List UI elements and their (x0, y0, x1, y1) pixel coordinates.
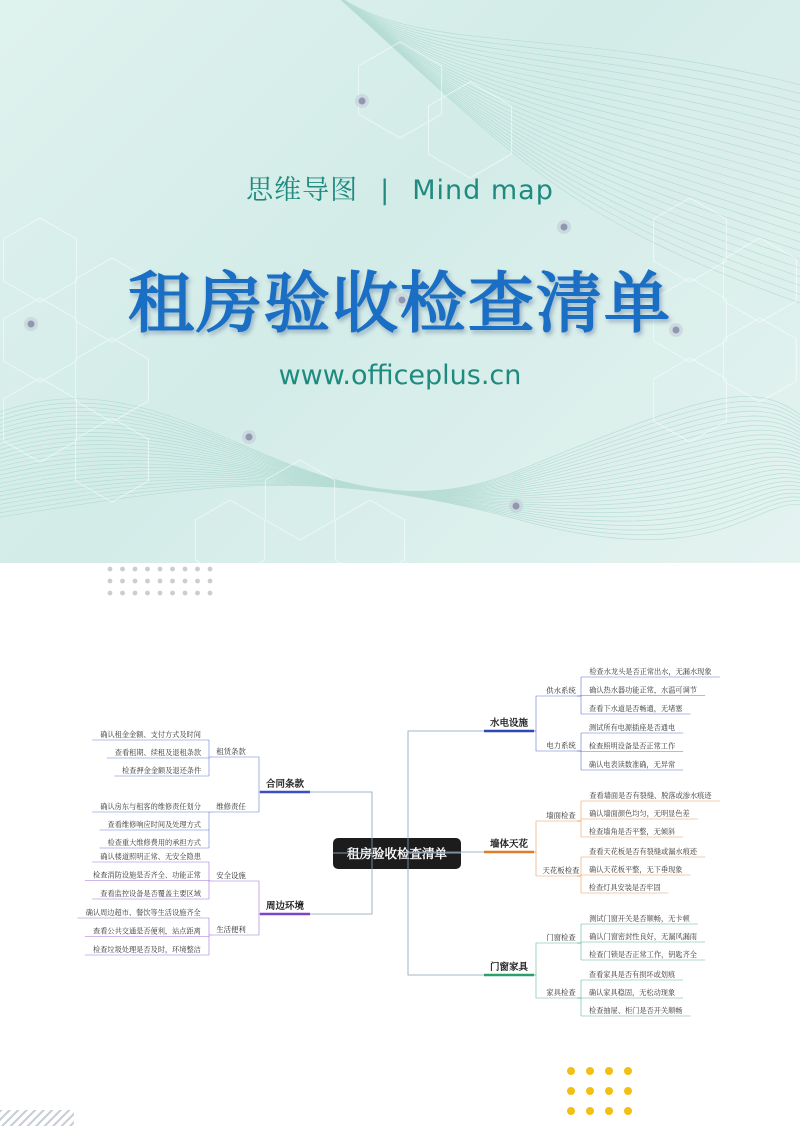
checklist-item: 检查重大维修费用的承担方式 (107, 838, 201, 847)
group-label: 天花板检查 (542, 866, 580, 875)
checklist-item: 检查照明设备是否正常工作 (588, 741, 676, 751)
checklist-item: 确认热水器功能正常，水温可调节 (589, 685, 697, 695)
group-label: 墙面检查 (546, 811, 576, 820)
branch-label: 门窗家具 (489, 962, 529, 973)
checklist-item: 查看监控设备是否覆盖主要区域 (100, 889, 201, 898)
svg-text:租房验收检查清单: 租房验收检查清单 (346, 846, 448, 861)
checklist-item: 确认天花板平整，无下垂现象 (589, 865, 683, 874)
checklist-item: 确认周边超市、餐饮等生活设施齐全 (85, 908, 201, 917)
checklist-item: 检查门锁是否正常工作，钥匙齐全 (589, 950, 697, 959)
checklist-item: 检查押金金额及退还条件 (122, 766, 202, 775)
group-label: 家具检查 (546, 988, 576, 997)
checklist-item: 确认家具稳固，无松动现象 (588, 988, 676, 997)
checklist-item: 检查垃圾处理是否及时，环境整洁 (93, 945, 201, 954)
mind-map-branch (408, 853, 705, 1016)
checklist-item: 确认租金金额、支付方式及时间 (100, 730, 201, 739)
checklist-item: 查看家具是否有损坏或划痕 (588, 970, 676, 979)
checklist-item: 查看墙面是否有裂缝、脱落或渗水痕迹 (589, 791, 712, 800)
group-label: 安全设施 (216, 871, 246, 880)
page-title: 租房验收检查清单 (128, 265, 672, 342)
checklist-item: 检查水龙头是否正常出水，无漏水现象 (589, 667, 712, 676)
branch-label: 墙体天花 (489, 839, 529, 850)
checklist-item: 确认电表读数准确，无异常 (588, 760, 676, 769)
mind-map-root (333, 838, 461, 869)
checklist-item: 检查消防设施是否齐全、功能正常 (93, 870, 201, 880)
group-label: 门窗检查 (546, 933, 576, 942)
checklist-item: 查看租期、续租及退租条款 (114, 748, 202, 757)
checklist-item: 确认门窗密封性良好，无漏风漏雨 (589, 932, 697, 941)
group-label: 供水系统 (546, 686, 576, 695)
branch-label: 合同条款 (265, 779, 305, 790)
checklist-item: 查看维修响应时间及处理方式 (107, 820, 201, 829)
group-label: 租赁条款 (216, 747, 246, 756)
mind-map-branch (92, 730, 372, 853)
subtitle-chinese: 思维导图 (246, 175, 359, 206)
group-label: 维修责任 (216, 802, 246, 811)
group-label: 生活便利 (216, 925, 246, 934)
mind-map-branch (408, 667, 720, 853)
mind-map-branch (77, 852, 372, 955)
checklist-item: 测试门窗开关是否顺畅，无卡顿 (589, 914, 690, 923)
checklist-item: 查看公共交通是否便利，站点距离 (93, 926, 201, 936)
subtitle-separator: | (380, 175, 391, 206)
subtitle-english: Mind map (412, 175, 554, 206)
checklist-item: 确认墙面颜色均匀，无明显色差 (589, 809, 690, 818)
checklist-item: 确认楼道照明正常、无安全隐患 (100, 852, 201, 861)
checklist-item: 查看下水道是否畅通，无堵塞 (589, 704, 683, 713)
branch-label: 水电设施 (489, 718, 529, 729)
site-url: www.officeplus.cn (278, 360, 522, 391)
branch-label: 周边环境 (265, 901, 305, 912)
checklist-item: 确认房东与租客的维修责任划分 (100, 802, 201, 811)
group-label: 电力系统 (546, 741, 576, 750)
checklist-item: 检查抽屉、柜门是否开关顺畅 (589, 1006, 683, 1015)
checklist-item: 测试所有电源插座是否通电 (588, 723, 676, 732)
checklist-item: 查看天花板是否有裂缝或漏水痕迹 (589, 847, 697, 856)
checklist-item: 检查灯具安装是否牢固 (588, 883, 661, 892)
checklist-item: 检查墙角是否平整，无倾斜 (588, 827, 676, 836)
